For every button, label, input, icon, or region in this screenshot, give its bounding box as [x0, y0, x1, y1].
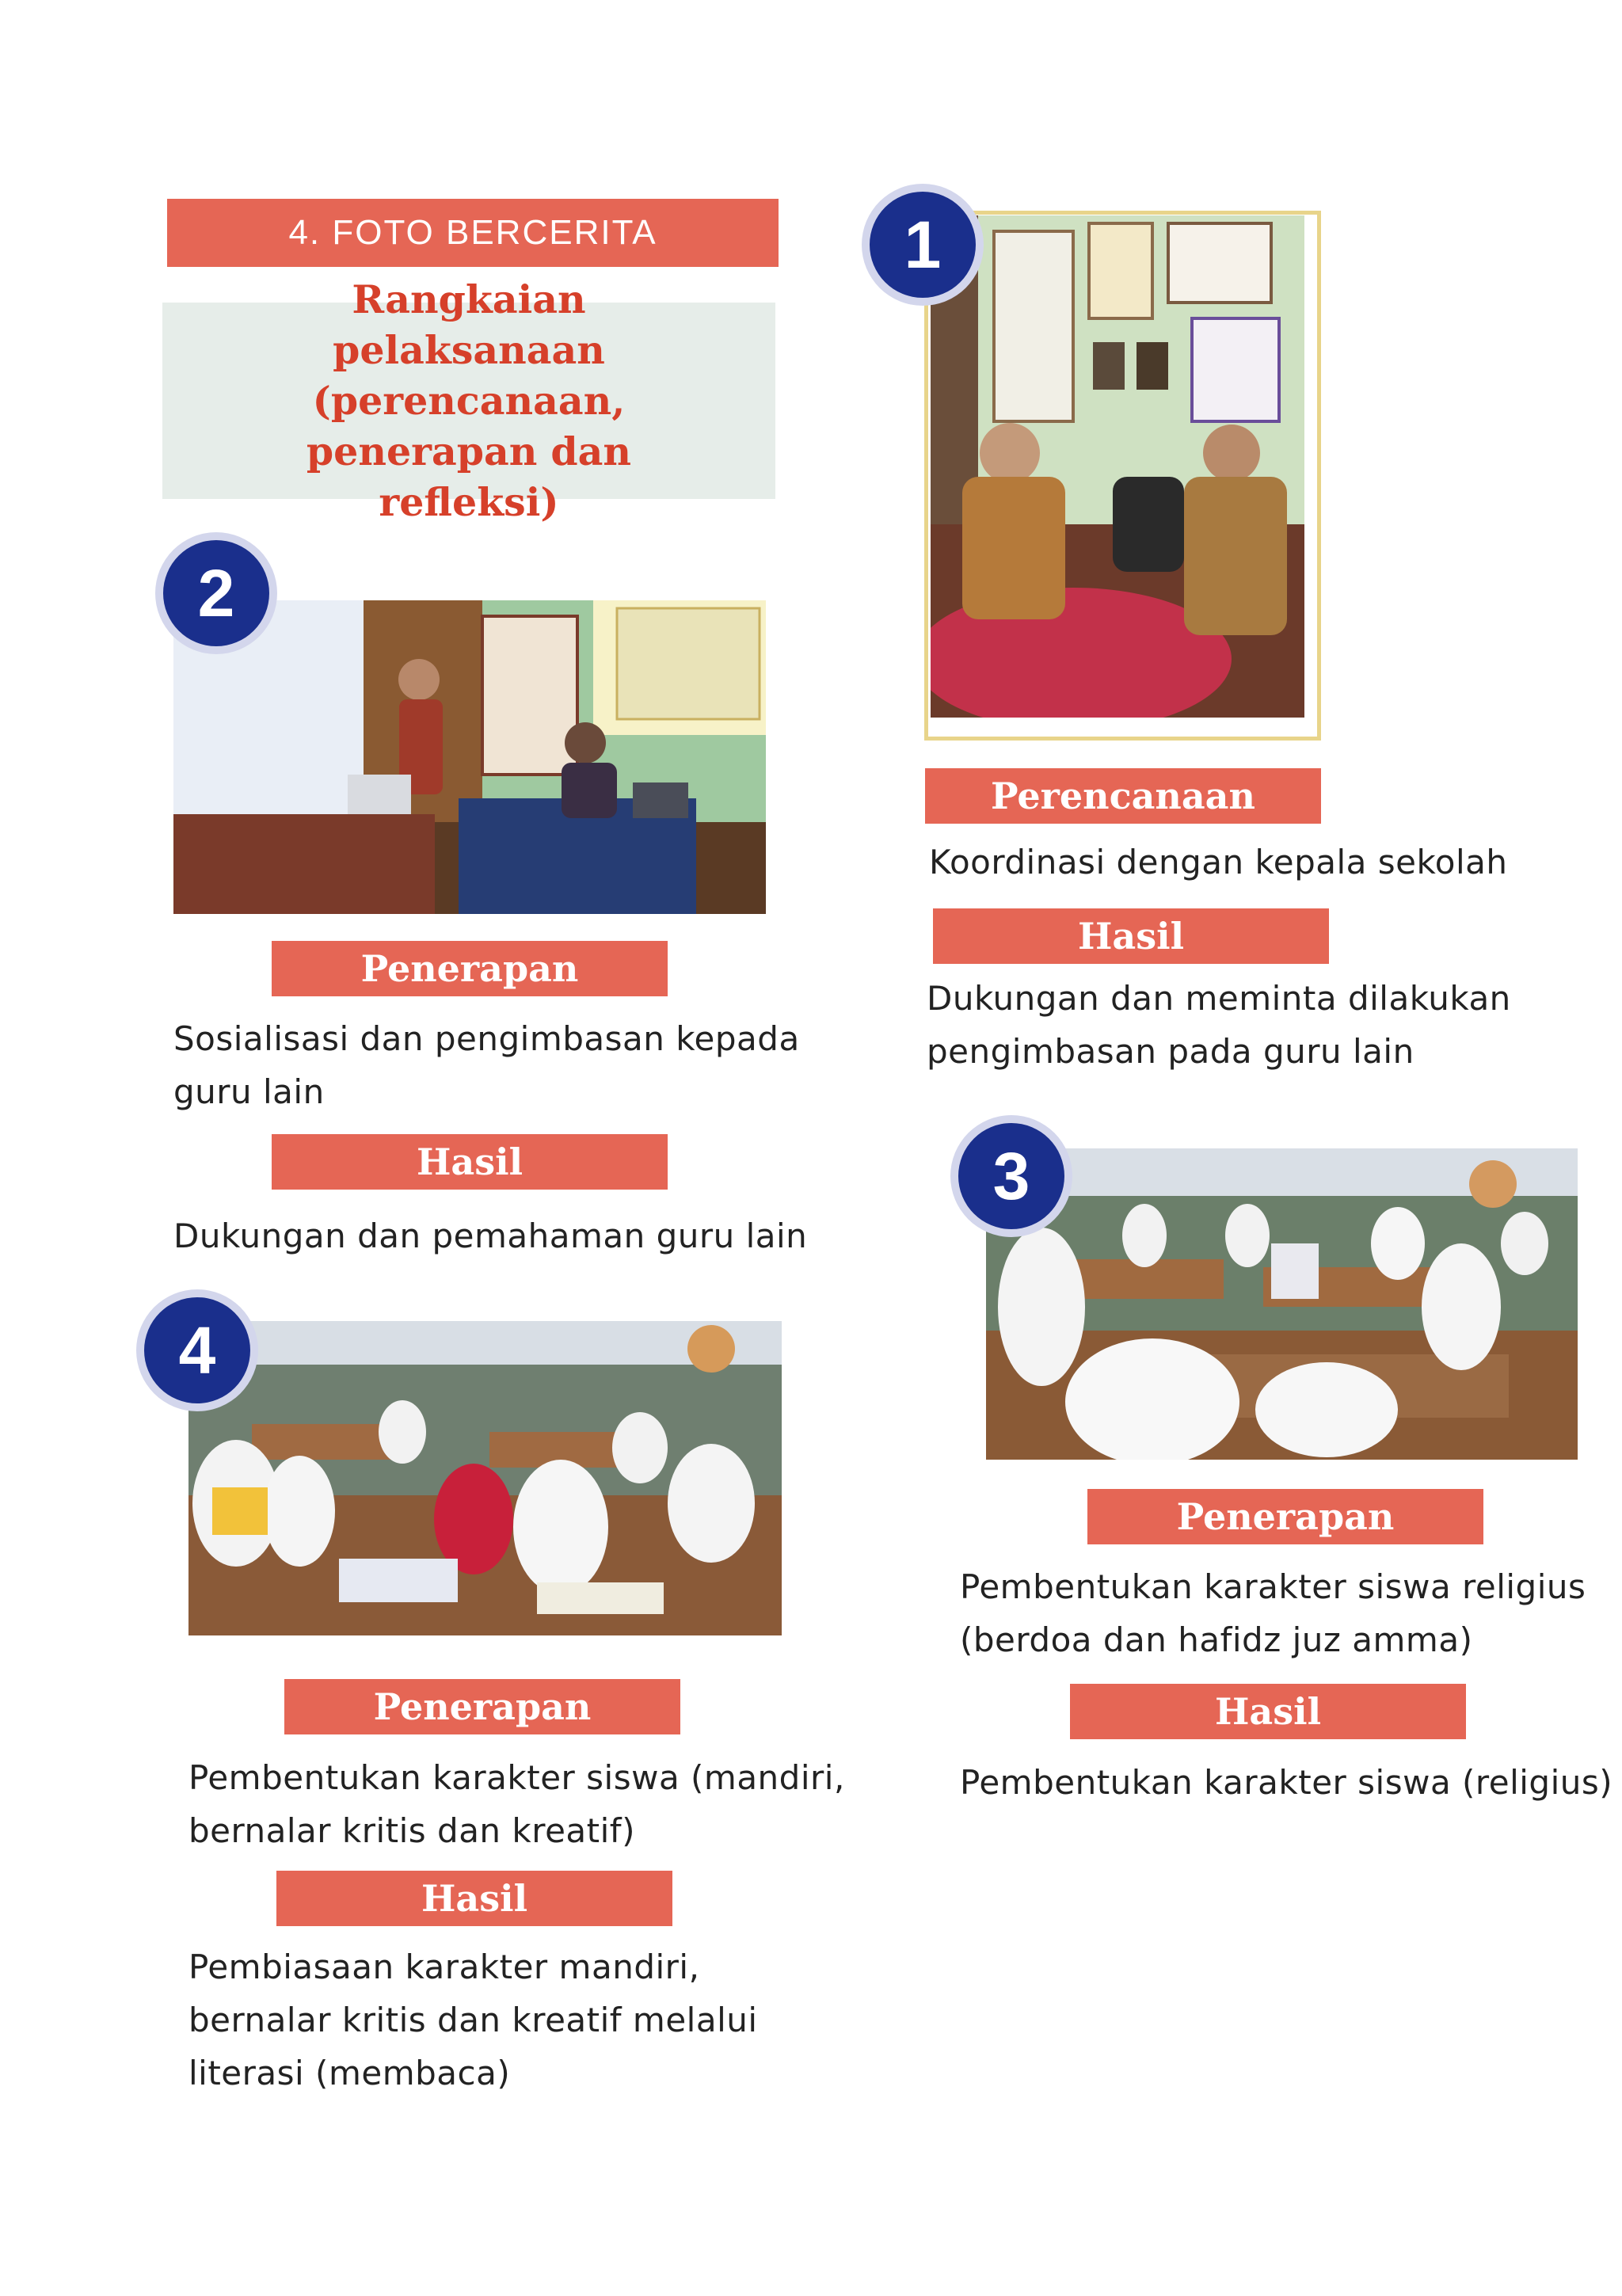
photo-2-socialization [173, 600, 766, 914]
photo-1-office-meeting [931, 215, 1304, 718]
step-2-stage-text: Sosialisasi dan pengimbasan kepada guru lain [173, 1019, 800, 1111]
step-2-stage-label: Penerapan [272, 941, 668, 996]
step-3-result-text: Pembentukan karakter siswa (religius) [960, 1763, 1613, 1802]
subtitle-box [162, 276, 775, 525]
step-2-result-label: Hasil [272, 1134, 668, 1190]
photo-3-classroom-religious [986, 1148, 1578, 1460]
step-4-result-label: Hasil [276, 1871, 672, 1926]
step-badge-2: 2 [163, 540, 269, 646]
step-2-result-text: Dukungan dan pemahaman guru lain [173, 1217, 808, 1255]
photo-4-classroom-reading [188, 1321, 782, 1635]
step-1-result-label: Hasil [933, 908, 1329, 964]
step-4-result-text: Pembiasaan karakter mandiri, bernalar kritis dan kreatif melalui literasi (membaca) [188, 1948, 758, 2092]
step-badge-3: 3 [958, 1123, 1064, 1229]
section-title: 4. FOTO BERCERITA [288, 213, 657, 252]
step-badge-1: 1 [870, 192, 976, 298]
section-title-banner [167, 199, 779, 267]
step-1-stage-label: Perencanaan [925, 768, 1321, 824]
step-3-stage-label: Penerapan [1087, 1489, 1483, 1544]
step-1-result-text: Dukungan dan meminta dilakukan pengimbasan pada guru lain [927, 979, 1511, 1071]
subtitle-text: Rangkaian pelaksanaan (perencanaan, penerapan dan refleksi) [306, 276, 632, 525]
step-badge-4: 4 [144, 1297, 250, 1403]
step-3-stage-text: Pembentukan karakter siswa religius (berdoa dan hafidz juz amma) [960, 1567, 1586, 1659]
step-3-result-label: Hasil [1070, 1684, 1466, 1739]
step-4-stage-label: Penerapan [284, 1679, 680, 1734]
step-1-stage-text: Koordinasi dengan kepala sekolah [929, 843, 1508, 881]
step-4-stage-text: Pembentukan karakter siswa (mandiri, bernalar kritis dan kreatif) [188, 1758, 845, 1850]
